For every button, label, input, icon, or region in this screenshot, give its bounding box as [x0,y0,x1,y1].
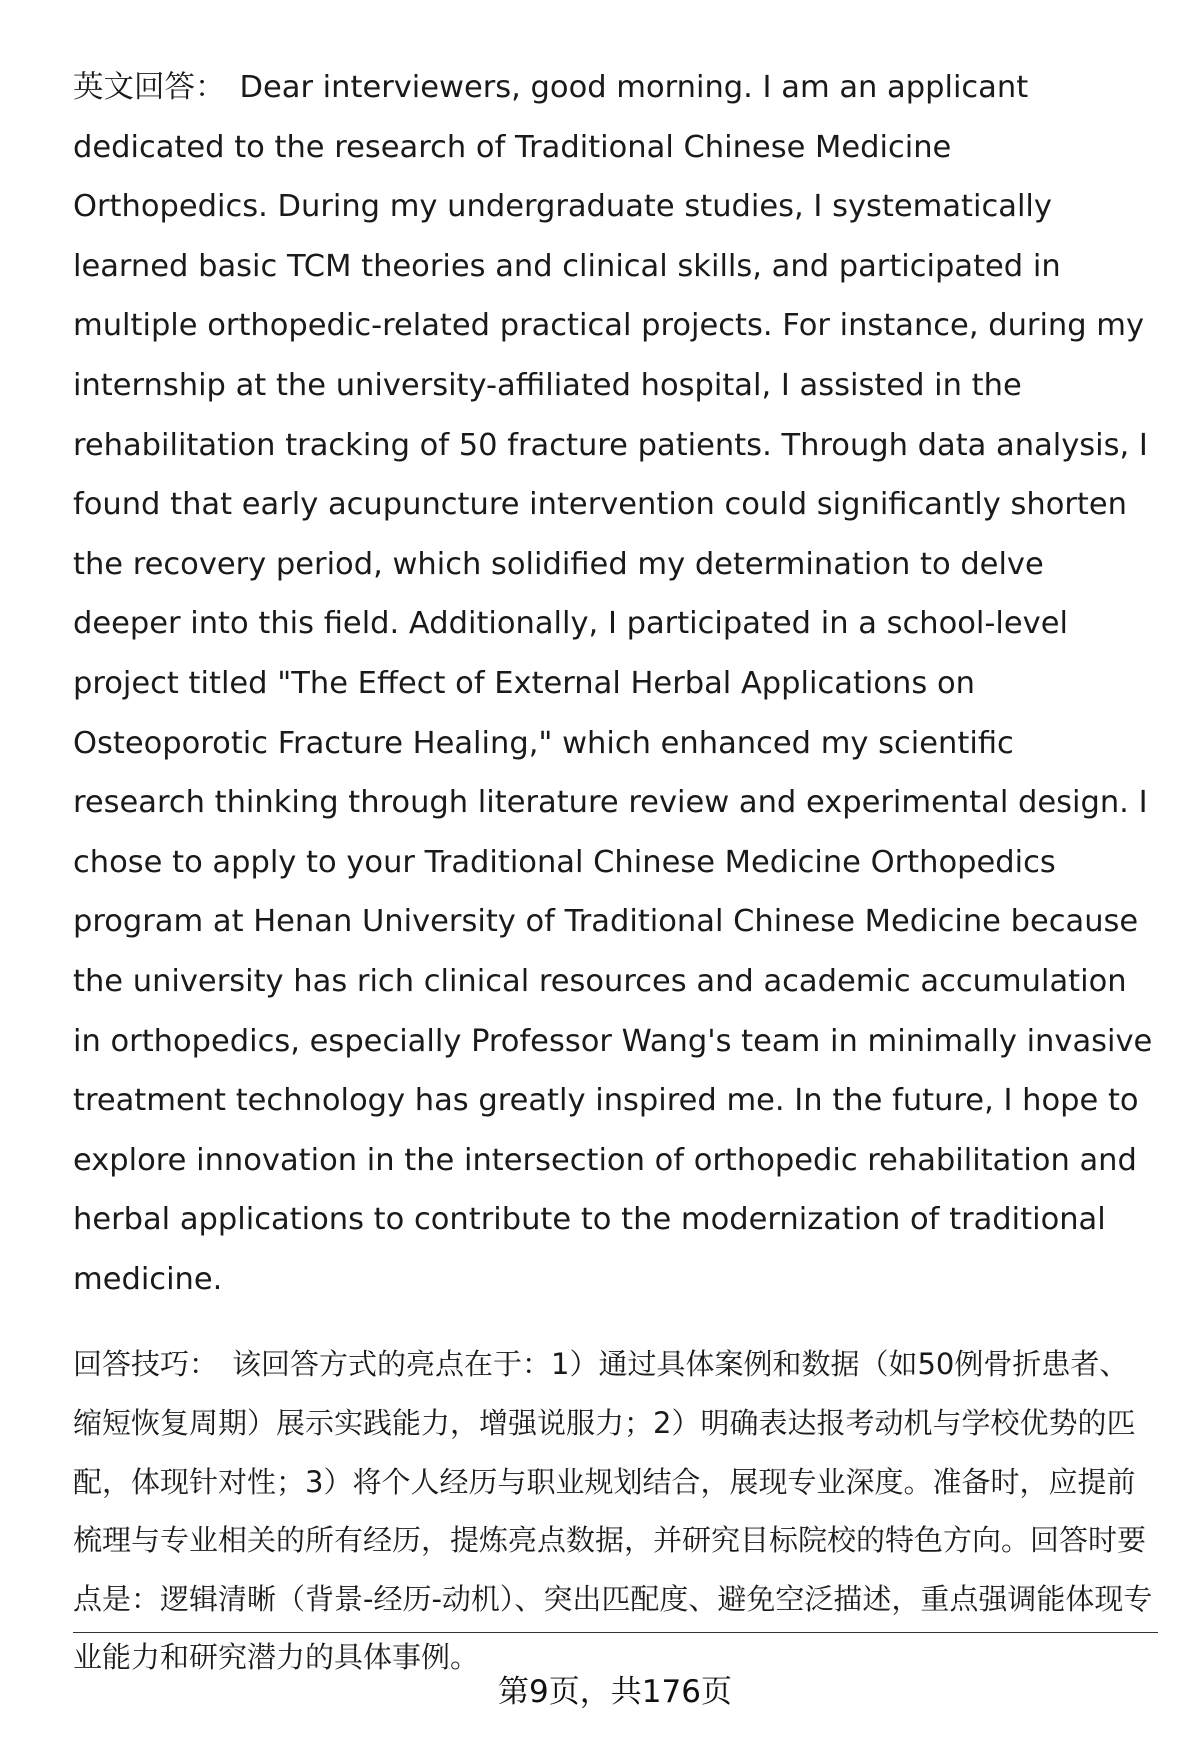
answer-tips-label: 回答技巧： [73,1347,219,1382]
footer-divider [73,1632,1158,1633]
english-answer-text: Dear interviewers, good morning. I am an applicant dedicated to the research of Traditional Chinese Medicine Orthopedics. During my undergraduate studies, I systematically learned basic TCM theories and clinical skills, and participated in multiple orthopedic-related practical projects. For instance, during my internship at the university-affiliated hospital, I assisted in the rehabilitation tracking of 50 fracture patients. Through data analysis, I found that early acupuncture intervention could significantly shorten the recovery period, which solidified my determination to delve deeper into this field. Additionally, I participated in a school-level project titled "The Effect of External Herbal Applications on Osteoporotic Fracture Healing," which enhanced my scientific research thinking through literature review and experimental design. I chose to apply to your Traditional Chinese Medicine Orthopedics program at Henan University of Traditional Chinese Medicine because the university has rich clinical resources and academic accumulation in orthopedics, especially Professor Wang's team in minimally invasive treatment technology has greatly inspired me. In the future, I hope to explore innovation in the intersection of orthopedic rehabilitation and herbal applications to contribute to the modernization of traditional medicine. [73,70,1153,1297]
answer-tips-text: 该回答方式的亮点在于：1）通过具体案例和数据（如50例骨折患者、缩短恢复周期）展示实践能力，增强说服力；2）明确表达报考动机与学校优势的匹配，体现针对性；3）将个人经历与职业规划结合，展现专业深度。准备时，应提前梳理与专业相关的所有经历，提炼亮点数据，并研究目标院校的特色方向。回答时要点是：逻辑清晰（背景-经历-动机）、突出匹配度、避免空泛描述，重点强调能体现专业能力和研究潜力的具体事例。 [73,1347,1153,1675]
content-area [73,58,1153,1687]
page-number: 第9页，共176页 [498,1674,732,1710]
english-answer-label: 英文回答： [73,70,226,105]
answer-tips-paragraph [73,1335,1153,1687]
english-answer-paragraph [73,58,1153,1309]
